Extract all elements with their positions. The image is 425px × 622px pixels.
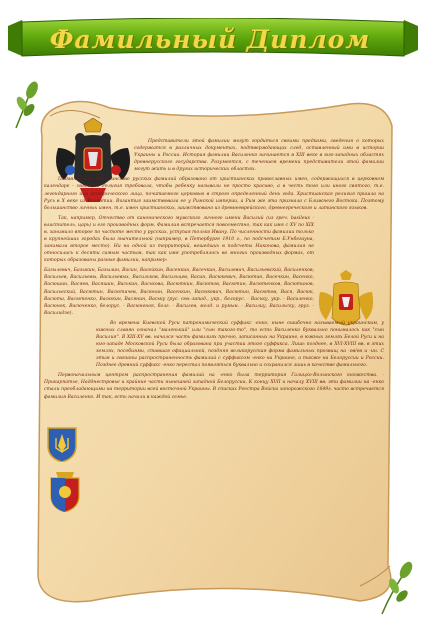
paragraph-etymology: Так, например, Отчество от канонического мужского личного имени Василий (из греч. basileus - властитель, царь) и его производных форм. Фамилия встречается повсеместно, так как имя с XV по XIX в. занимало второе по частоте место у русских, уступая только Ивану. По численности фамилии только в крупнейших городах была значительной (например, в Петербурге 1910 г., по подсчетам Б.Унбегауна, занимала второе место). Ни на одной из территорий, вошедших в подсчеты Никонова, фамилия не относилась к десяти самым частым, так как имя употреблялось во многих производных формах, от которых образованы разные фамилии, например:: [44, 215, 314, 264]
diploma-text: [44, 138, 384, 593]
paragraph-distribution: Первоначальным центром распространения фамилий на -енко была территория Галицко-Волынского княжества. - Прикарпатье, Надднестровье и крайние части нынешней западной Белоруссии. К концу XVII и началу XVIII вв. эти фамилии на -енко стали преобладающими на территории всей восточной Украины. В списках Реестра Войска запорожского 1649г. часто встречается фамилия Василенко. И так, есть начали в каждой семье.: [44, 373, 384, 400]
paragraph-origin: Подавляющее большинство русских фамилий образовано от христианских православных имен, содержащихся в церковном календаре - святцах. Религия требовала, чтобы ребенку называли не просто красиво, а в честь того или иного святого, т.е. легендарного или исторического лица, почитаемого церковью в строго определенный день года. Христианская религия пришла на Русь в X веке из Византии. Византия заимствовала ее у Римской империи, а Рим же эта признала с Ближнего Востока. Поэтому большинство личных имен, т.е. имен христианских, заимствовано из древнееврейского, древнегреческого и латинского языков.: [44, 177, 384, 211]
leaf-sprig-icon: [10, 80, 50, 130]
paragraph-variants: Базылевич, Базыкин, Базылин, Васин, Васейкин, Васенкин, Васечкин, Василевич, Васильевский, Василенков, Васильев, Васильевы, Васильевых, Васильков, Васильцев, Васин, Васюкевич, Васютин, Васечкин, Васенко, Васюшин, Васяев, Васяшин, Васькин, Васькова, Васюткин, Васютов, Васютин, Васютенков, Васютинов, Васильеский, Васютин, Васютичев, Васюнин, Васенкин, Васюкевич, Васютин, Васютов, Вася, Васюк, Васюта, Васютенко, Васюкин, Васянин, Ваську (рус. сев.-запад., укр., белорус. - Ваську, укр. - Василенко, Васюнок, Васюченко, белорус. - Васюненок, болг. - Василев, молд. и румын. - Василиу, Васильску, груз. - Василидзе).: [44, 268, 314, 316]
paragraph-suffix: Во времена Киевской Руси патронимический суффикс -енко, ныне ошибочно называемый украинским, у южных славян означал "маленький" или "сын такого-то", то есть Василенко буквально понималось как "сын Василия". В XIII-XV вв. начался часть фамилиях прочно, записанных на Украине, в южных землях Белой Руси и на юго-западе Московской Руси была образована при участии этого суффикса. Лишь позднее, в XVI-XVIII вв. в этих землях, пособиями, ставшая официальной, поздняя великорусская форма фамильных прозвищ на -ов/ев и -ин. С этим и связаны распространенность фамилий с суффиксом -енко на Украине, а также на Белоруссии и России. Позднее древний суффикс -енко перестал появляться буквально и сохранился лишь в качестве фамильного.: [96, 320, 384, 369]
paragraph-intro: Представители этой фамилии могут гордиться своими предками, сведения о которых содержатся в различных документах, подтверждающих след, оставленный ими в истории Украины и России. История фамилии Василенко начинается в XIII веке в юго-западных областях древнерусского государства. Разумеется, с течением времени представители этой фамилии могут жить и в других исторических областях.: [134, 139, 384, 173]
page-title: Фамильный Диплом: [49, 25, 371, 54]
